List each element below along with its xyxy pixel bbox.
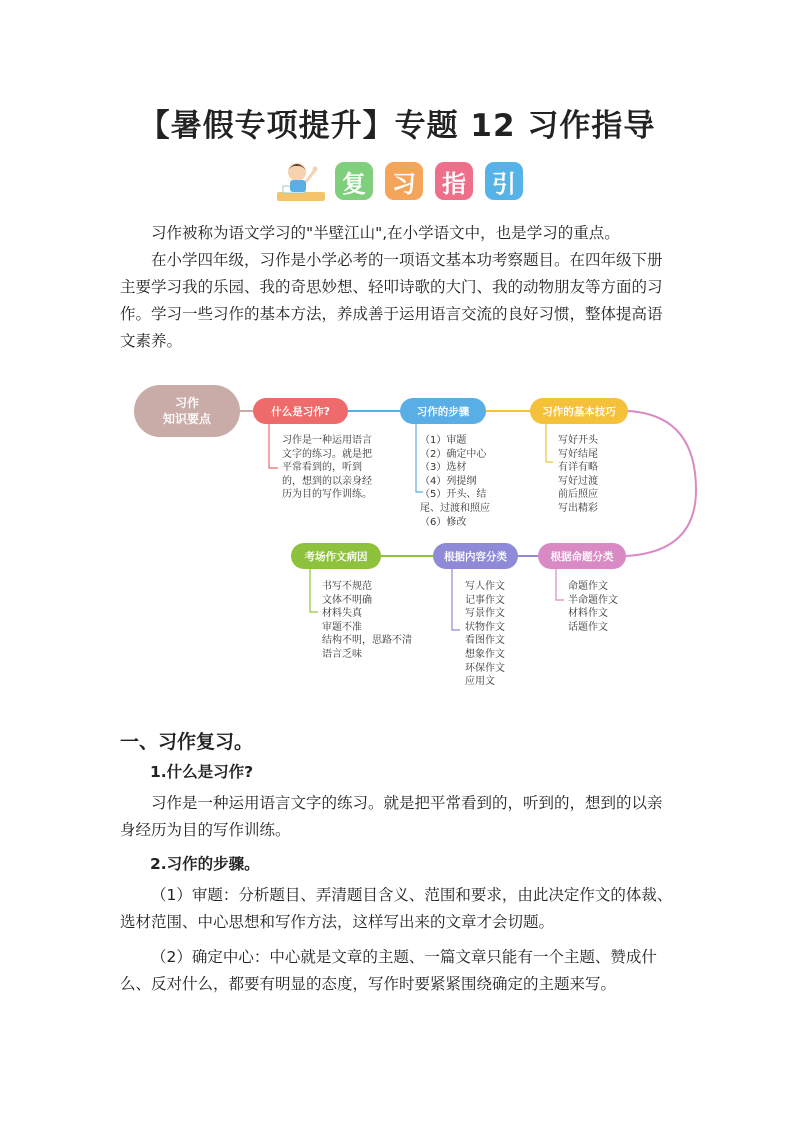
list-item: 材料失真 [322,608,362,620]
list-item: 的，想到的以亲身经 [282,475,372,487]
question-heading: 1.什么是习作? [150,763,254,781]
node-basic-skills: 习作的基本技巧 [530,398,628,424]
question-heading: 2.习作的步骤。 [150,855,260,873]
node-by-content: 根据内容分类 [433,543,518,569]
list-item: （3）选材 [420,462,467,474]
list-item: 应用文 [465,676,495,688]
banner-tile: 习 [385,162,423,200]
root-label: 习作 [174,396,199,410]
list-item: 半命题作文 [568,594,618,606]
section-heading: 一、习作复习。 [120,731,254,753]
node-by-topic: 根据命题分类 [538,543,626,569]
list-item: 写好过渡 [558,475,598,487]
list-item: 写景作文 [465,608,505,620]
list-item: 语言乏味 [322,648,362,660]
intro-line: 作。学习一些习作的基本方法，养成善于运用语言交流的良好习惯，整体提高语 [120,305,663,323]
writing-steps-list [420,434,490,529]
list-item: 文体不明确 [322,594,372,606]
list-item: 尾、过渡和照应 [420,502,490,514]
mindmap-root [134,385,240,437]
list-item: 写好结尾 [558,448,598,460]
list-item: 状物作文 [465,621,505,633]
by-topic-list [568,580,618,634]
step-line: 选材范围、中心思想和写作方法，这样写出来的文章才会切题。 [120,913,555,931]
list-item: 写出精彩 [558,502,598,514]
list-item: 想象作文 [465,648,505,660]
review-guide-banner [275,158,535,204]
intro-line: 主要学习我的乐园、我的奇思妙想、轻叩诗歌的大门、我的动物朋友等方面的习 [120,278,663,296]
step-paragraph: （2）确定中心：中心就是文章的主题、一篇文章只能有一个主题、赞成什 [151,948,657,966]
list-item: 命题作文 [568,581,608,592]
by-content-list [465,580,505,689]
list-item: 写人作文 [465,581,505,592]
document-title: 【暑假专项提升】专题 12 习作指导 [138,108,656,144]
list-item: 话题作文 [568,621,608,633]
answer-line: 身经历为目的写作训练。 [120,821,291,839]
step-paragraph: （1）审题：分析题目、弄清题目含义、范围和要求，由此决定作文的体裁、 [151,886,673,904]
list-item: （6）修改 [420,516,467,528]
list-item: 历为目的写作训练。 [282,489,372,501]
banner-tile: 引 [485,162,523,200]
intro-paragraph: 习作被称为语文学习的"半壁江山",在小学语文中，也是学习的重点。 [151,224,620,242]
exam-problems-list [322,580,412,662]
list-item: 有详有略 [558,462,598,474]
list-item: 平常看到的，听到 [282,462,362,474]
list-item: （2）确定中心 [420,448,487,460]
list-item: 审题不准 [322,621,362,633]
list-item: 习作是一种运用语言 [282,435,372,446]
intro-text [120,220,680,355]
intro-paragraph: 在小学四年级，习作是小学必考的一项语文基本功考察题目。在四年级下册 [151,251,663,269]
list-item: （1）审题 [420,435,467,446]
list-item: 材料作文 [568,608,608,620]
list-item: （4）列提纲 [420,475,477,487]
intro-line: 文素养。 [120,332,183,350]
list-item: （5）开头、结 [420,489,487,501]
list-item: 前后照应 [558,489,598,501]
list-item: 文字的练习。就是把 [282,448,372,460]
node-exam-problems: 考场作文病因 [291,543,381,569]
node-writing-steps: 习作的步骤 [400,398,486,424]
answer-text [120,790,680,844]
list-item: 看图作文 [465,635,505,647]
step-line: 么、反对什么，都要有明显的态度，写作时要紧紧围绕确定的主题来写。 [120,975,617,993]
list-item: 写好开头 [558,435,598,446]
list-item: 书写不规范 [322,581,372,592]
node-what-is-writing: 什么是习作? [253,398,348,424]
list-item: 环保作文 [465,662,505,674]
basic-skills-list [558,434,598,516]
root-label: 知识要点 [162,412,211,426]
banner-tile: 指 [435,162,473,200]
banner-tile: 复 [335,162,373,200]
student-reading-icon [275,158,327,204]
steps-text [120,882,680,998]
list-item: 记事作文 [465,594,505,606]
answer-paragraph: 习作是一种运用语言文字的练习。就是把平常看到的，听到的，想到的以亲 [151,794,663,812]
list-item: 结构不明，思路不清 [322,635,412,647]
knowledge-mindmap [128,380,708,700]
what-is-writing-list [282,434,372,502]
